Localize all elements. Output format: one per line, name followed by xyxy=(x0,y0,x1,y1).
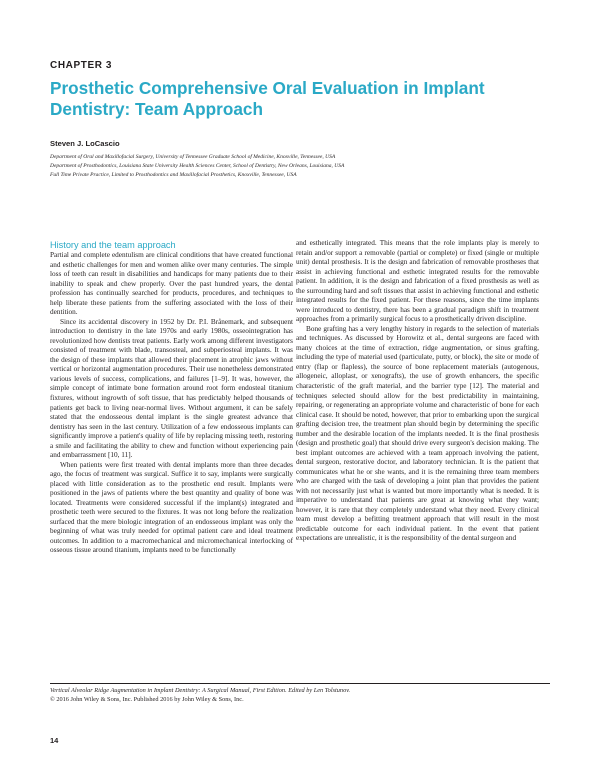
paragraph: and esthetically integrated. This means that the role implants play is merely to retain and/or support a removable (partial or complete) or fixed (single or multiple unit) dental prosthesis. It is the design and fabrication of removable prostheses that assist in achieving functional and esthetic integrated results for the removable patient. In addition, it is the design and fabrication of a fixed prosthesis as well as the surrounding hard and soft tissues that assist in achieving functional and esthetic integrated results for the fixed patient. For these reasons, since the time implants were introduced to dentistry, there has been a gradual paradigm shift in treatment approaches from a primarily surgical focus to a prosthetically driven discipline. xyxy=(296,239,539,324)
affiliations xyxy=(50,153,570,180)
right-column xyxy=(296,239,539,544)
affiliation-3: Full Time Private Practice, Limited to Prosthodontics and Maxillofacial Prosthetics, Knoxville, Tennessee, USA xyxy=(50,172,297,178)
paragraph: When patients were first treated with dental implants more than three decades ago, the focus of treatment was surgical. Suffice it to say, implants were surgically placed with little consideration as to the prosthetic end result. Implants were positioned in the jaws of patients where the best quantity and quality of bone was located. Treatments were considered successful if the implant(s) integrated and prosthetic teeth were secured to the fixtures. It was not long before the realization surfaced that the mere biologic integration of an endosseous implant was only the beginning of what was truly needed for optimal patient care and ideal treatment outcomes. In addition to a macromechanical and micromechanical interlocking of osseous tissue around titanium, implants need to be functionally xyxy=(50,460,293,555)
chapter-title: Prosthetic Comprehensive Oral Evaluation in Implant Dentistry: Team Approach xyxy=(50,78,485,119)
chapter-label: CHAPTER 3 xyxy=(50,60,113,71)
affiliation-1: Department of Oral and Maxillofacial Surgery, University of Tennessee Graduate School of Medicine, Knoxville, Tennessee, USA xyxy=(50,154,336,160)
footer-rule xyxy=(50,683,550,684)
author-name: Steven J. LoCascio xyxy=(50,139,120,148)
copyright-line: © 2016 John Wiley & Sons, Inc. Published 2016 by John Wiley & Sons, Inc. xyxy=(50,696,244,703)
paragraph: Bone grafting has a very lengthy history in regards to the selection of materials and techniques. As discussed by Horowitz et al., dental surgeons are faced with many choices at the time of extraction, ridge augmentation, or sinus grafting, including the type of material used (particulate, putty, or block), the site or mode of entry (flap or flapless), the source of bone replacement materials (autogenous, allogeneic, alloplast, or xenografts), the use of growth enhancers, the specific characteristic of the graft material, and the barrier type [12]. The material and techniques selected should allow for the best predictability in maintaining, repairing, or regenerating an appropriate volume and characteristic of bone for each clinical case. It should be noted, however, that prior to embarking upon the surgical grafting decision tree, the treatment plan should begin by determining the specific number and the desirable location of the implants needed. It is the final prosthesis (design and prosthetic goal) that should drive every surgeon's decision making. The best implant outcomes are achieved with a team approach involving the patient, dental surgeon, restorative doctor, and laboratory technician. It is the patient that communicates what he or she wants, and it is the remaining three team members who are charged with the task of developing a joint plan that provides the patient with not necessarily just what is wanted but more importantly what is needed. It is imperative to understand that patients are great at knowing what they want; however, it is rare that they completely understand what they need. Every clinical team must develop a befitting treatment approach that will result in the most predictable outcome for each individual patient. In the event that patient expectations are unrealistic, it is the responsibility of the dental surgeon and xyxy=(296,324,539,543)
left-column xyxy=(50,239,293,556)
paragraph: Partial and complete edentulism are clinical conditions that have created functional and esthetic challenges for men and women alike over many centuries. The simple loss of teeth can result in disabilities and handicaps for many patients due to their inability to speak and chew properly. Over the past hundred years, the dental profession has continually searched for products, procedures, and techniques to help liberate these patients from the suffering associated with the loss of their dentition. xyxy=(50,251,293,317)
page-number: 14 xyxy=(50,736,59,745)
paragraph: Since its accidental discovery in 1952 by Dr. P.I. Brånemark, and subsequent introduction to dentistry in the late 1970s and early 1980s, osseointegration has revolutionized how dentists treat patients. Early work among different investigators consisted of treatment with blade, transosteal, and subperiosteal implants. It was the design of these implants that allowed their placement in atrophic jaws without vertical or horizontal augmentation procedures. Their use nonetheless demonstrated various levels of success, complications, and failures [1–9]. It was, however, the simple concept of intimate bone formation around root form endosteal titanium fixtures, without ingrowth of soft tissue, that has predictably helped thousands of patients get back to living near-normal lives. Without argument, it can be safely stated that the endosseous dental implant is the single greatest advance that dentistry has seen in the last century. Utilization of a few endosseous implants can significantly improve a patient's quality of life by replacing missing teeth, restoring a smile and facilitating the ability to chew and function without experiencing pain and embarrassment [10, 11]. xyxy=(50,317,293,460)
affiliation-2: Department of Prosthodontics, Louisiana State University Health Sciences Center, School of Dentistry, New Orleans, Louisiana, USA xyxy=(50,163,345,169)
copyright-footer xyxy=(50,686,550,704)
section-heading: History and the team approach xyxy=(50,240,176,250)
book-citation: Vertical Alveolar Ridge Augmentation in Implant Dentistry: A Surgical Manual, First Edition. Edited by Len Tolstunov. xyxy=(50,687,351,694)
